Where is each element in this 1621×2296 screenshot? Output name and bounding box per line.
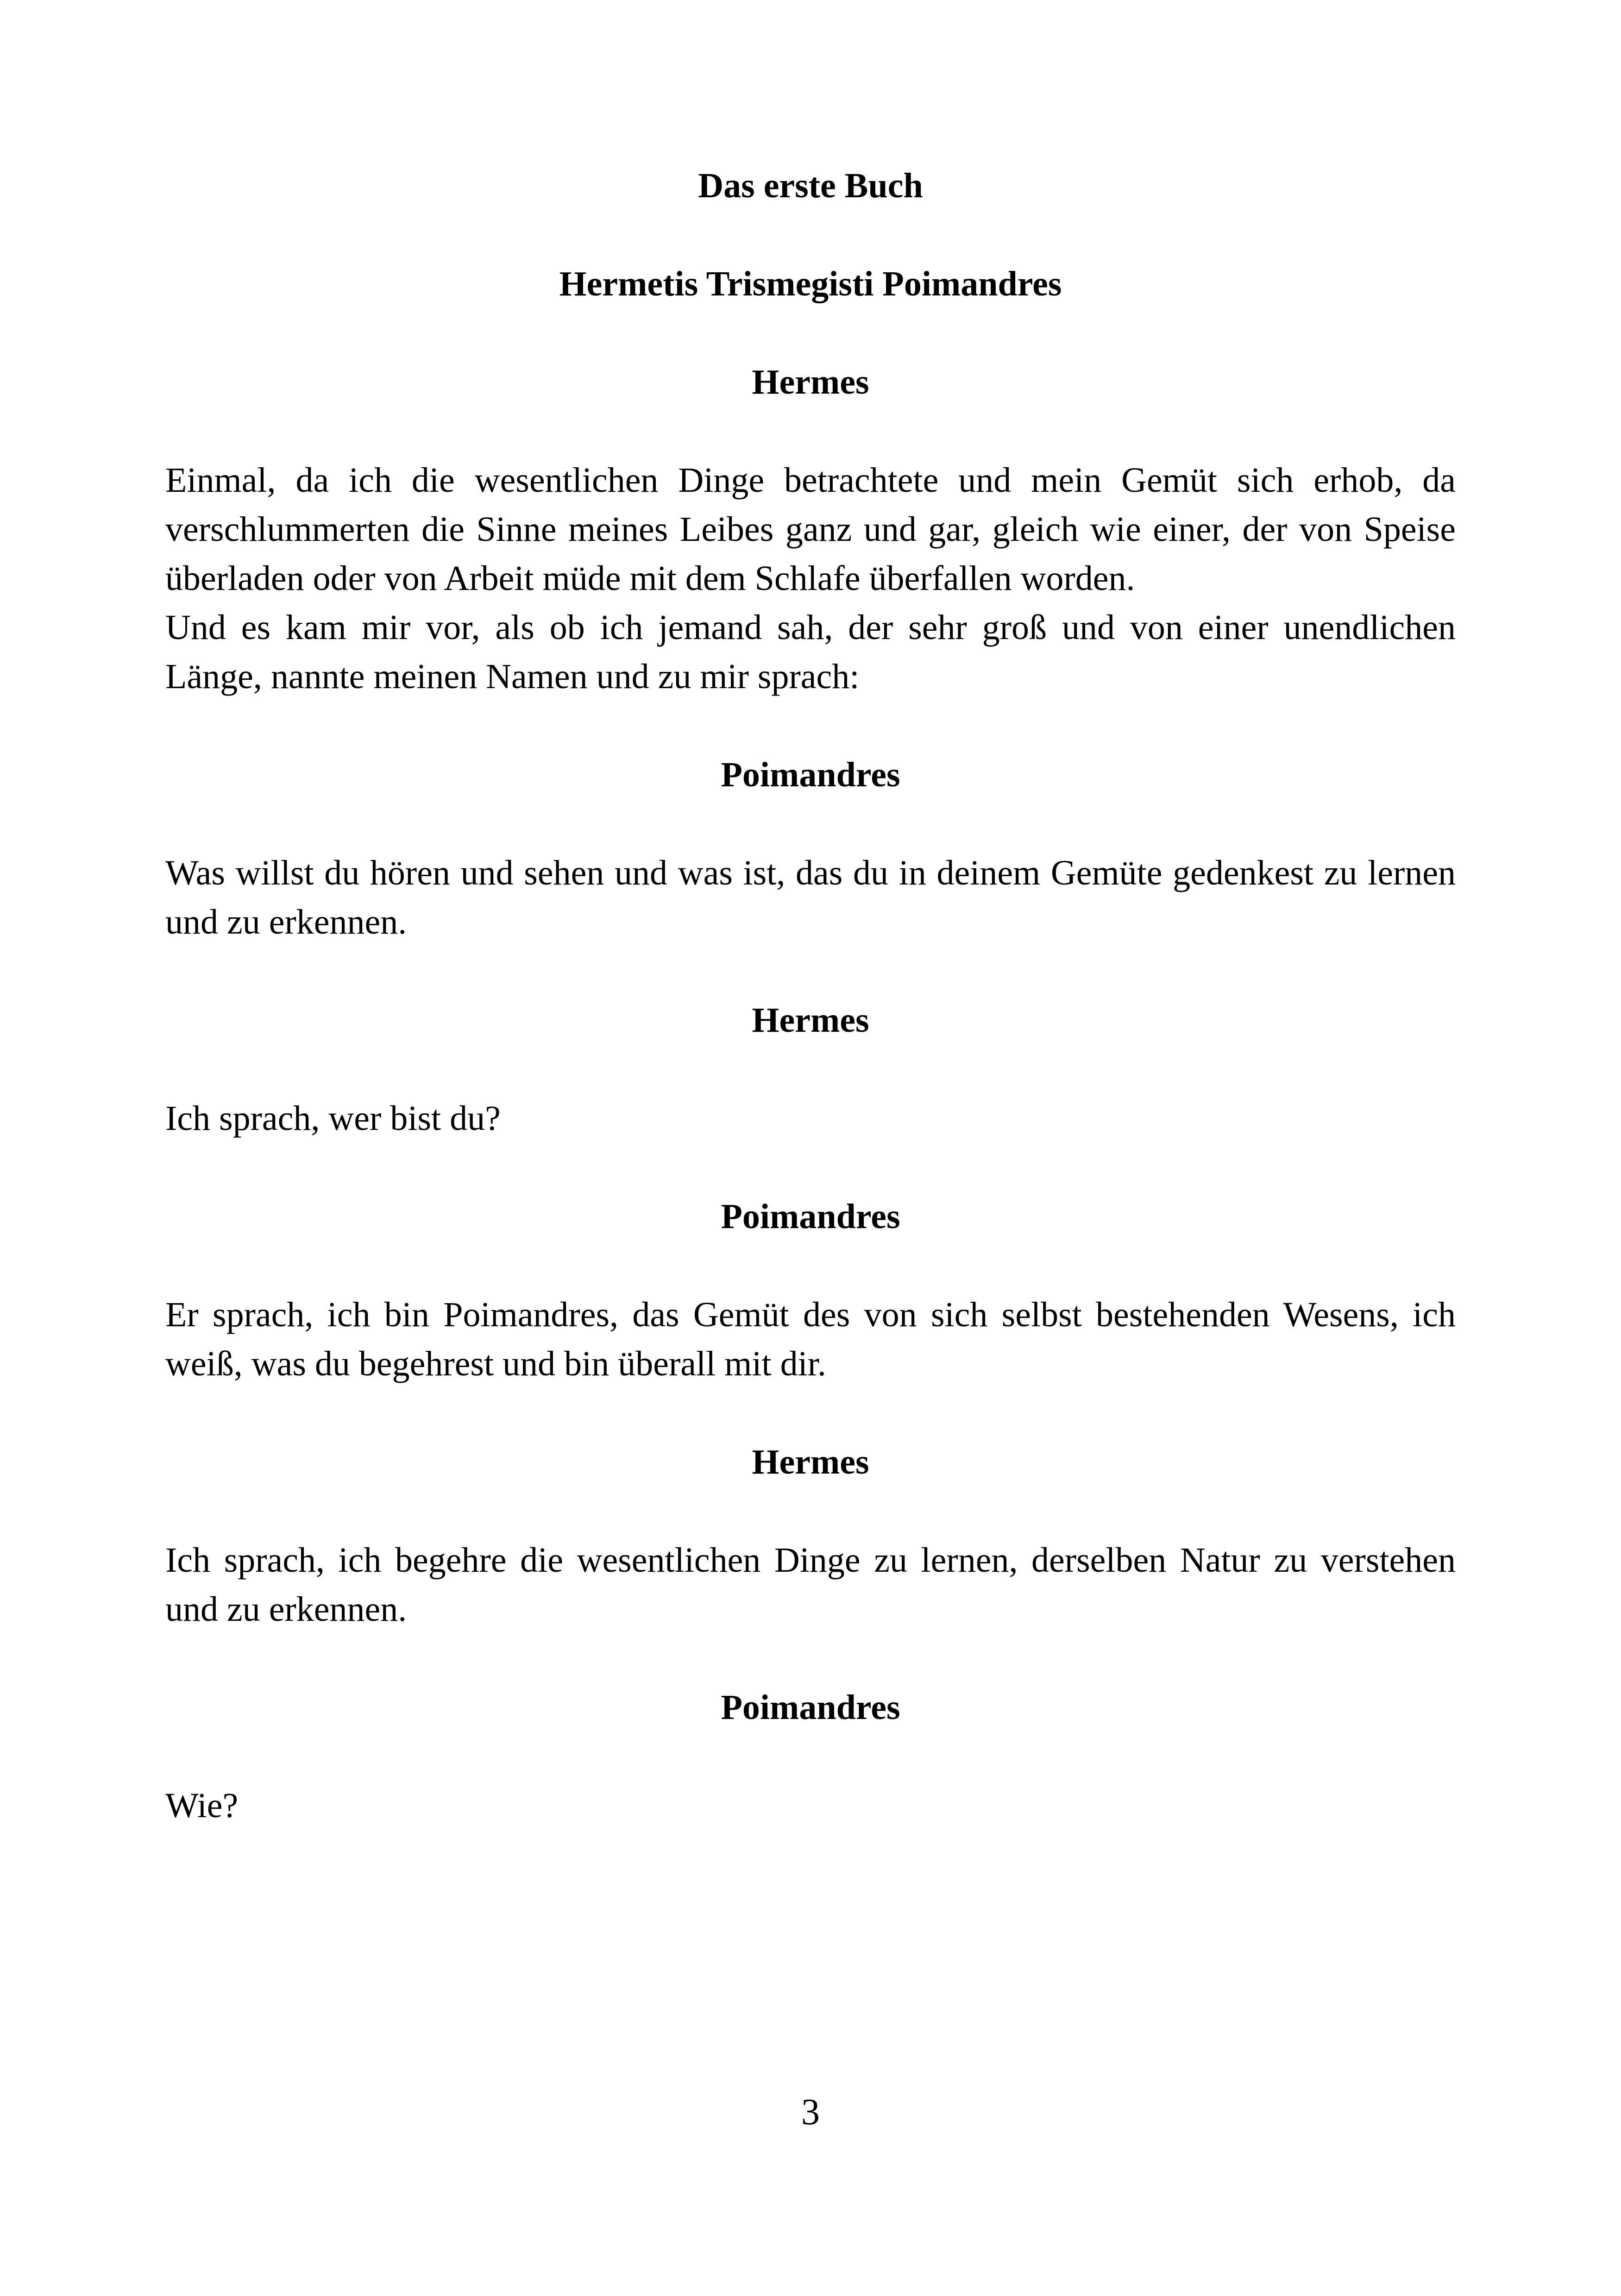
- spacer: [165, 407, 1456, 456]
- spacer: [165, 308, 1456, 358]
- work-title: Hermetis Trismegisti Poimandres: [559, 264, 1062, 303]
- spacer: [165, 799, 1456, 848]
- speaker-heading: Poimandres: [721, 1197, 900, 1236]
- spacer: [165, 1634, 1456, 1683]
- spacer: [165, 1487, 1456, 1536]
- book-title: Das erste Buch: [698, 166, 923, 205]
- page-number: 3: [801, 2092, 820, 2133]
- speaker-heading: Hermes: [752, 363, 869, 401]
- paragraph: Ich sprach, wer bist du?: [165, 1099, 501, 1138]
- speaker-heading: Hermes: [752, 1001, 869, 1040]
- speaker-heading: Poimandres: [721, 755, 900, 794]
- spacer: [165, 1143, 1456, 1192]
- paragraph: Einmal, da ich die wesentlichen Dinge betrachtete und mein Gemüt sich erhob, da verschlummerten die Sinne meines Leibes ganz und gar, gleich wie einer, der von Speise überladen oder von Arbeit müde mit dem Schlafe überfallen worden.: [165, 461, 1456, 598]
- spacer: [165, 1045, 1456, 1094]
- speaker-heading: Hermes: [752, 1443, 869, 1481]
- speaker-heading: Poimandres: [721, 1688, 900, 1727]
- paragraph: Er sprach, ich bin Poimandres, das Gemüt des von sich selbst bestehenden Wesens, ich weiß, was du begehrest und bin überall mit dir.: [165, 1295, 1456, 1383]
- paragraph: Und es kam mir vor, als ob ich jemand sah, der sehr groß und von einer unendlichen Länge, nannte meinen Namen und zu mir sprach:: [165, 608, 1456, 696]
- paragraph: Was willst du hören und sehen und was ist, das du in deinem Gemüte gedenkest zu lernen und zu erkennen.: [165, 853, 1456, 941]
- spacer: [165, 1388, 1456, 1437]
- spacer: [165, 947, 1456, 996]
- spacer: [165, 701, 1456, 750]
- page-content: [165, 161, 1456, 1830]
- spacer: [165, 1241, 1456, 1290]
- spacer: [165, 1732, 1456, 1781]
- spacer: [165, 210, 1456, 259]
- paragraph: Ich sprach, ich begehre die wesentlichen Dinge zu lernen, derselben Natur zu verstehen und zu erkennen.: [165, 1541, 1456, 1629]
- paragraph: Wie?: [165, 1786, 239, 1825]
